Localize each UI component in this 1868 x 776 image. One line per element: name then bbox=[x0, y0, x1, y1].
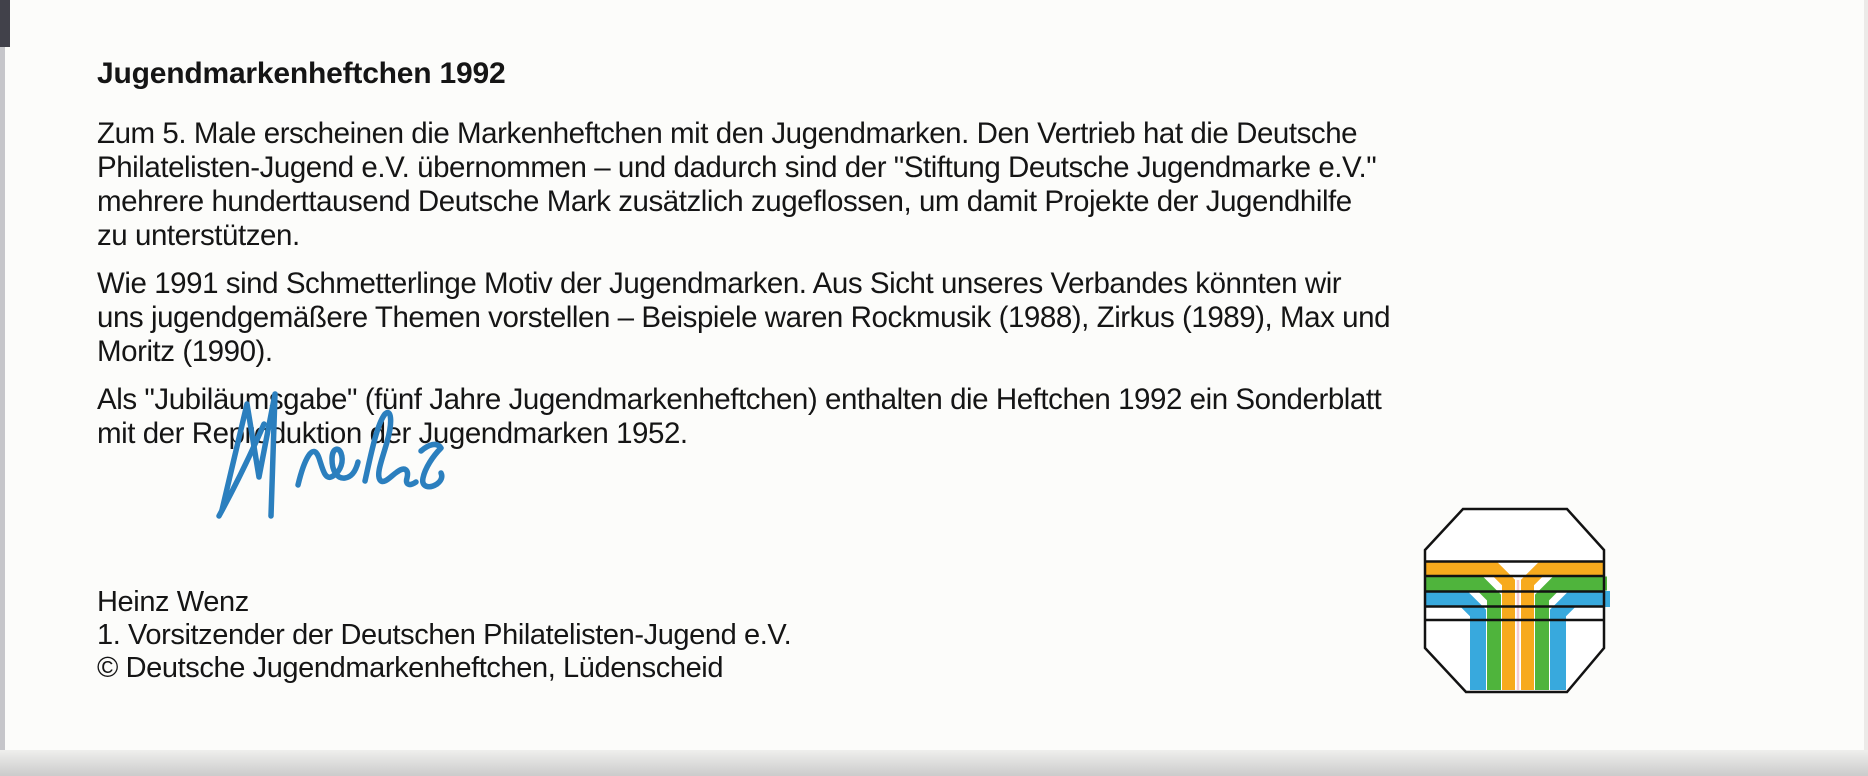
signature-block bbox=[97, 586, 791, 685]
scan-edge-left bbox=[0, 0, 5, 776]
signatory-title: 1. Vorsitzender der Deutschen Philatelisten-Jugend e.V. bbox=[97, 619, 792, 651]
document-title: Jugendmarkenheftchen 1992 bbox=[97, 57, 506, 90]
copyright-line: © Deutsche Jugendmarkenheftchen, Lüdenscheid bbox=[97, 652, 724, 684]
scan-corner-artifact bbox=[0, 0, 10, 47]
signature-enz-stroke bbox=[365, 413, 416, 485]
signature-ink bbox=[219, 394, 442, 516]
signature-w-stroke bbox=[298, 449, 358, 485]
signatory-name: Heinz Wenz bbox=[97, 586, 249, 618]
scan-edge-bottom bbox=[0, 750, 1868, 776]
paragraph-vertrieb: Zum 5. Male erscheinen die Markenheftchen mit den Jugendmarken. Den Vertrieb hat die Deutsche Philatelisten-Jugend e.V. übernommen – und dadurch sind der "Stiftung Deutsche Jugendmarke e.V." mehrere hunderttausend Deutsche Mark zusätzlich zugeflossen, um damit Projekte der Jugendhilfe zu unterstützen. bbox=[97, 117, 1377, 252]
handwritten-signature bbox=[178, 384, 458, 526]
paragraph-schmetterlinge: Wie 1991 sind Schmetterlinge Motiv der Jugendmarken. Aus Sicht unseres Verbandes könnten wir uns jugendgemäßere Themen vorstellen – Beispiele waren Rockmusik (1988), Zirkus (1989), Max und Moritz (1990). bbox=[97, 267, 1391, 368]
philatelisten-jugend-logo-icon bbox=[1420, 500, 1615, 696]
paragraph-jubilaeumsgabe: Als "Jubiläumsgabe" (fünf Jahre Jugendmarkenheftchen) enthalten die Heftchen 1992 ein Sonderblatt mit der Reproduktion der Jugendmarken 1952. bbox=[97, 383, 1382, 450]
scan-edge-right bbox=[1864, 0, 1868, 776]
signature-z-stroke bbox=[421, 444, 442, 486]
